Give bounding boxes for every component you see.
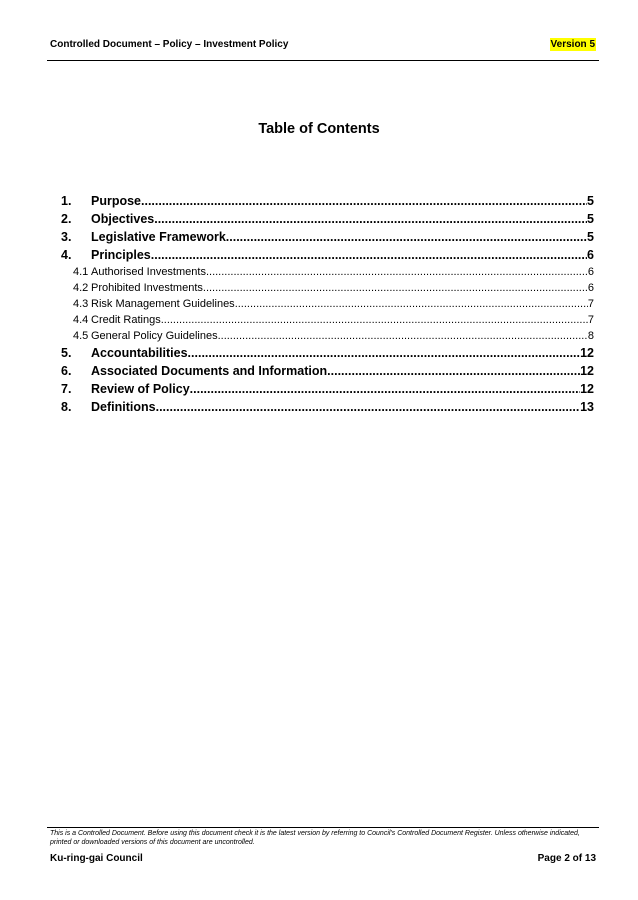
toc-entry-general-policy-guidelines[interactable] xyxy=(61,328,594,344)
toc-entry-page: 6 xyxy=(587,248,594,262)
toc-entry-credit-ratings[interactable] xyxy=(61,312,594,328)
toc-entry-number: 4.4 xyxy=(73,314,89,326)
toc-entry-page: 5 xyxy=(587,212,594,226)
toc-entry-legislative-framework[interactable] xyxy=(61,228,594,246)
toc-leader-dots xyxy=(161,312,588,328)
toc-entry-page: 6 xyxy=(587,266,594,278)
toc-entry-label: Prohibited Investments xyxy=(91,282,203,294)
toc-entry-label: Credit Ratings xyxy=(91,314,161,326)
toc-entry-principles[interactable] xyxy=(61,246,594,264)
toc-entry-label: Authorised Investments xyxy=(91,266,206,278)
organisation-name: Ku-ring-gai Council xyxy=(50,853,143,864)
toc-leader-dots xyxy=(327,362,580,380)
toc-entry-page: 5 xyxy=(587,230,594,244)
toc-leader-dots xyxy=(141,192,587,210)
toc-entry-page: 12 xyxy=(580,346,594,360)
document-title: Controlled Document – Policy – Investment Policy xyxy=(50,39,289,50)
toc-entry-label: Legislative Framework xyxy=(91,230,226,244)
toc-entry-number: 1. xyxy=(61,194,72,208)
toc-leader-dots xyxy=(226,228,587,246)
toc-entry-label: Purpose xyxy=(91,194,142,208)
footer-divider xyxy=(47,827,599,828)
toc-leader-dots xyxy=(206,264,588,280)
page-number: Page 2 of 13 xyxy=(537,853,596,864)
toc-entry-page: 5 xyxy=(587,194,594,208)
version-badge: Version 5 xyxy=(550,39,595,50)
toc-entry-definitions[interactable] xyxy=(61,398,594,416)
toc-entry-purpose[interactable] xyxy=(61,192,594,210)
toc-entry-page: 7 xyxy=(587,314,594,326)
toc-entry-page: 12 xyxy=(580,382,594,396)
toc-entry-page: 12 xyxy=(580,364,594,378)
toc-entry-number: 8. xyxy=(61,400,72,414)
toc-entry-page: 13 xyxy=(580,400,594,414)
toc-entry-label: Associated Documents and Information xyxy=(91,364,328,378)
toc-heading: Table of Contents xyxy=(258,121,380,137)
toc-entry-number: 4.3 xyxy=(73,298,89,310)
toc-entry-number: 2. xyxy=(61,212,72,226)
toc-leader-dots xyxy=(156,398,581,416)
toc-entry-label: Definitions xyxy=(91,400,156,414)
toc-entry-number: 5. xyxy=(61,346,72,360)
toc-entry-authorised-investments[interactable] xyxy=(61,264,594,280)
toc-entry-accountabilities[interactable] xyxy=(61,344,594,362)
toc-entry-page: 6 xyxy=(587,282,594,294)
toc-entry-prohibited-investments[interactable] xyxy=(61,280,594,296)
toc-entry-number: 3. xyxy=(61,230,72,244)
toc-leader-dots xyxy=(190,380,580,398)
toc-entry-number: 4.5 xyxy=(73,330,89,342)
table-of-contents xyxy=(61,192,594,416)
toc-entry-associated-documents[interactable] xyxy=(61,362,594,380)
controlled-document-notice: This is a Controlled Document. Before using this document check it is the latest version by referring to Council's Controlled Document Register. Unless otherwise indicated, printed or downloaded versions of this document are uncontrolled. xyxy=(50,830,580,846)
toc-entry-number: 4.1 xyxy=(73,266,89,278)
toc-leader-dots xyxy=(203,280,588,296)
toc-leader-dots xyxy=(188,344,581,362)
toc-entry-number: 7. xyxy=(61,382,72,396)
toc-entry-risk-management-guidelines[interactable] xyxy=(61,296,594,312)
toc-entry-number: 6. xyxy=(61,364,72,378)
toc-entry-label: Accountabilities xyxy=(91,346,188,360)
toc-entry-number: 4. xyxy=(61,248,72,262)
toc-leader-dots xyxy=(235,296,588,312)
toc-entry-review-of-policy[interactable] xyxy=(61,380,594,398)
toc-entry-label: Principles xyxy=(91,248,151,262)
toc-entry-label: Review of Policy xyxy=(91,382,190,396)
toc-leader-dots xyxy=(151,246,587,264)
toc-entry-label: General Policy Guidelines xyxy=(91,330,218,342)
toc-entry-label: Objectives xyxy=(91,212,155,226)
toc-leader-dots xyxy=(218,328,588,344)
toc-leader-dots xyxy=(154,210,587,228)
toc-entry-label: Risk Management Guidelines xyxy=(91,298,235,310)
toc-entry-page: 7 xyxy=(587,298,594,310)
page-header xyxy=(47,38,599,61)
toc-entry-objectives[interactable] xyxy=(61,210,594,228)
toc-entry-page: 8 xyxy=(587,330,594,342)
toc-entry-number: 4.2 xyxy=(73,282,89,294)
